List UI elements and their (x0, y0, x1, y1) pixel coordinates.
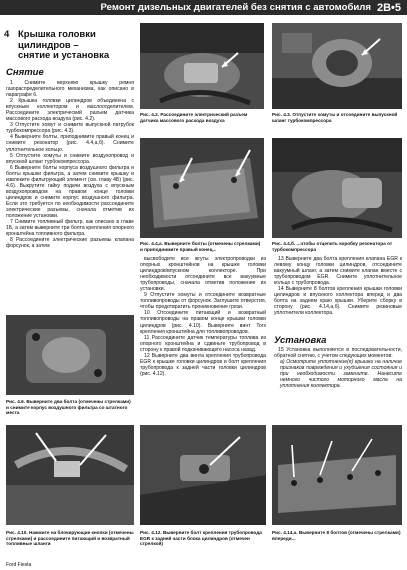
paragraph: 8 Рассоедините электрические разъемы клапана форсунок, а затем (6, 237, 134, 250)
figure-4-4a-photo (140, 138, 264, 238)
paragraph: 5 Отпустите хомуты и снимите воздухопровод и впускной шланг турбокомпрессора. (6, 152, 134, 165)
paragraph: 6 Выверните болты корпуса воздушного фильтра и болты крышки фильтра, а затем снимите крышку и извлеките фильтрующий элемент (см. главу 4Б) (рис. 4.6). Выкрутите гайку подачи воздуха с впускным воздухопроводом на правом конце головки цилиндров и снимите корпус воздушного фильтра. Если это требуется по необходимости рассоедините электрические разъемы, сначала отметив их положение установки. (6, 164, 134, 220)
paragraph: высвободите все жгуты электропроводки из опорных кронштейнов на крышке головки цилиндров/впускном коллекторе. При необходимости отсоедините все вакуумные трубопроводы, сначала отметив положение их установки. (140, 256, 266, 293)
paragraph: 13 Выверните два болта крепления клапана EGR к левому концу головки цилиндров, отсоедините вакуумный шланг, а затем снимите клапан вместе с трубопроводом EGR. Снимите уплотнительное кольцо с трубопровода. (274, 256, 402, 287)
paragraph: 3 Отпустите хомут и снимите выпускной патрубок турбокомпрессора (рис. 4.3). (6, 122, 134, 135)
figure-4-4b-photo (272, 138, 402, 238)
running-header (0, 0, 407, 15)
figure-4-10-photo (6, 425, 134, 525)
figure-4-6-caption: Рис. 4.6. Выверните два болта (отмечены стрелками) и снимите корпус воздушного фильтра со штатного места (6, 399, 131, 416)
column-3-text (274, 256, 402, 316)
figure-4-4a-caption: Рис. 4.4,а. Выверните болты (отмечены стрелками) и приподнимите правый конец... (140, 241, 261, 252)
header-title: Ремонт дизельных двигателей без снятия с автомобиля (100, 2, 371, 13)
paragraph: 4 Выверните болты, приподнимите правый конец и снимите резонатор (рис. 4.4,а,б). Снимите уплотнительное кольцо. (6, 134, 134, 153)
paragraph: 9 Отпустите хомуты и отсоедините возвратные топливопроводы от форсунок. Заглушите отверстия, чтобы предотвратить проникновение грязи. (140, 292, 266, 311)
install-text (274, 347, 402, 389)
figure-4-2-caption: Рис. 4.2. Рассоедините электрический разъем датчика массового расхода воздуха (140, 112, 248, 123)
figure-4-14a-caption: Рис. 4.14,а. Выверните 8 болтов (отмечены стрелками) впереди... (272, 530, 401, 541)
page-number: 2B•5 (376, 1, 401, 14)
install-list-item: a) Осмотрите уплотнение(я) крышки на наличие признаков повреждения и ухудшения состояния и при необходимости замените. Нанесите немного чистого моторного масла на уплотнения коллектора. (280, 359, 402, 390)
paragraph: 11 Рассоедините датчик температуры топлива из опорного кронштейна и сдвиньте трубопровод в сторону к правой подкачивающего насоса назад. (140, 334, 266, 353)
paragraph: 14 Выверните 8 болтов крепления крышки головки цилиндров и впускного коллектора вперед и два болта на заднем краю крышки. Уберите сборку в сторону (рис. 4.14,а,б). Снимите резиновые уплотнители коллектора. (274, 286, 402, 317)
section-number: 4 (4, 29, 10, 40)
removal-text (6, 80, 134, 249)
footer-book-title: Ford Fiesta (6, 562, 32, 568)
figure-4-12-caption: Рис. 4.12. Выверните болт крепления трубопровода EGR к задней части блока цилиндров (отмечен стрелкой) (140, 530, 262, 547)
figure-4-2-photo (140, 23, 264, 109)
paragraph: 7 Снимите топливный фильтр, как описано в главе 1Б, а затем выверните три болта крепления опорного кронштейна топливного фильтра. (6, 219, 134, 238)
figure-4-4b-caption: Рис. 4.4,б. ...чтобы отцепить коробку резонатора от турбокомпрессора (272, 241, 393, 252)
figure-4-3-caption: Рис. 4.3. Отпустите хомуты и отсоедините выпускной шланг турбокомпрессора (272, 112, 398, 123)
figure-4-14a-photo (272, 425, 402, 525)
install-heading: Установка (274, 335, 327, 346)
figure-4-12-photo (140, 425, 266, 525)
paragraph: 15 Установка выполняется в последовательности, обратной снятию, с учетом следующих моментов: (274, 347, 402, 360)
figure-4-10-caption: Рис. 4.10. Нажмите на блокирующие кнопки (отмечены стрелками) и рассоедините питающий и возвратный топливные шланги (6, 530, 134, 547)
section-title-line-1: Крышка головки (18, 29, 96, 40)
figure-4-3-photo (272, 23, 402, 109)
section-title (4, 30, 134, 62)
paragraph: 2 Крышка головки цилиндров объединена с впускным коллектором и маслоотделителем. Рассоедините электрический разъем датчика массового расхода воздуха (рис. 4.2). (6, 98, 134, 123)
removal-heading: Снятие (6, 67, 44, 78)
section-title-line-2: цилиндров – (18, 39, 79, 51)
figure-4-6-photo (6, 315, 134, 395)
section-title-line-3: снятие и установка (18, 50, 110, 61)
paragraph: 1 Снимите верхнюю крышку ремня газораспределительного механизма, как описано в параграфе 6. (6, 80, 134, 99)
paragraph: 12 Выверните два винта крепления трубопровода EGR к крышке головки цилиндров и болт крепления трубопровода к задней части головки цилиндров (рис. 4.12). (140, 352, 266, 377)
column-2-text (140, 256, 266, 377)
paragraph: 10 Отсоедините питающий и возвратный топливопроводы на правом конце крышки головки цилиндров (рис. 4.10). Выверните винт Torx крепления кронштейна для топливопроводов. (140, 310, 266, 335)
